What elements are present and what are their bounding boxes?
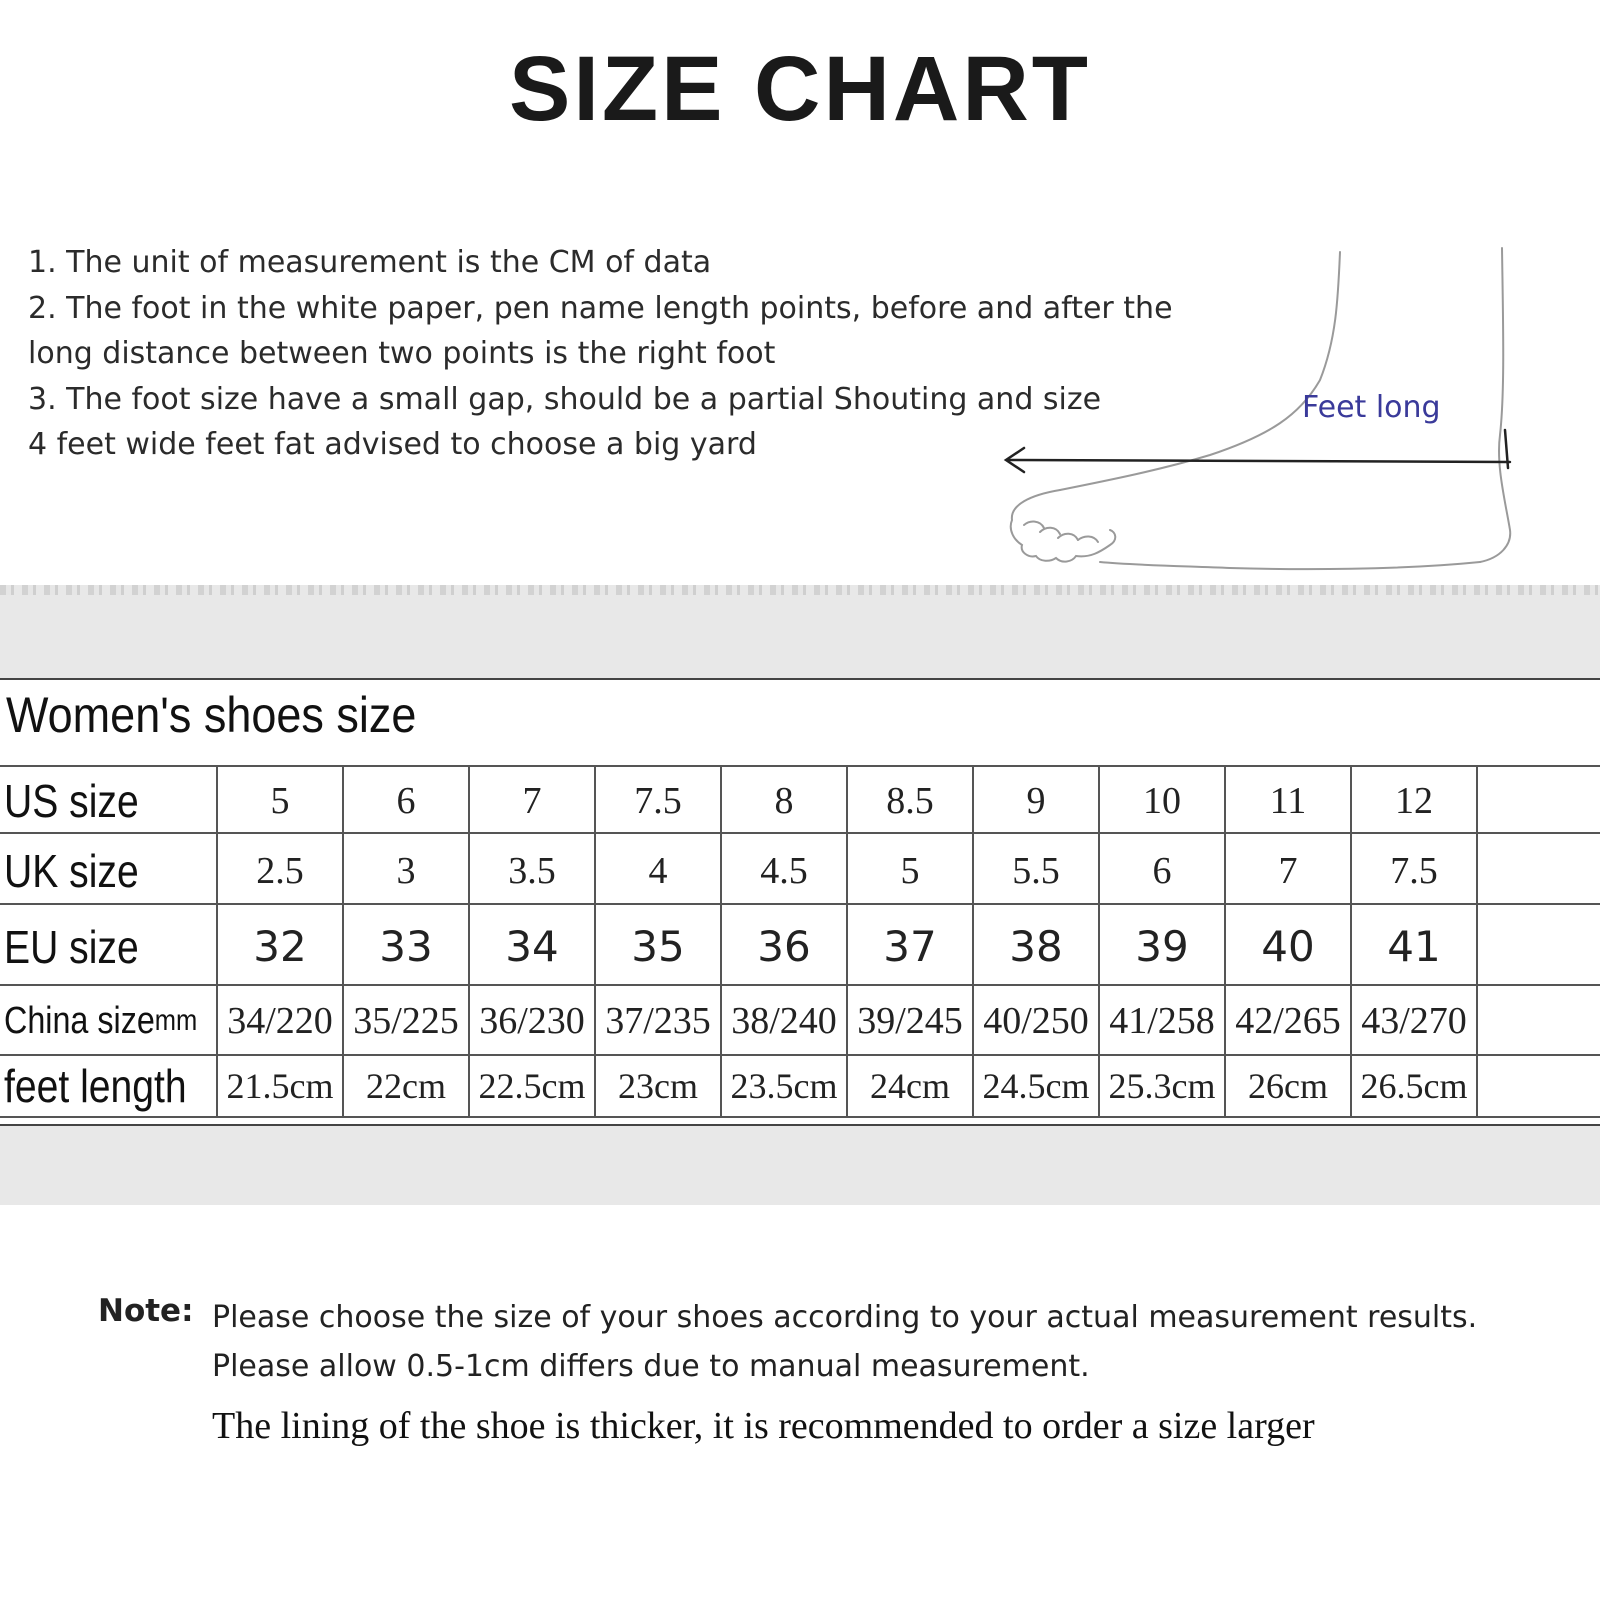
note-text	[212, 1293, 1562, 1391]
instruction-line: 3. The foot size have a small gap, should be a partial Shouting and size	[28, 381, 1102, 417]
measure-arrow-line	[1008, 460, 1510, 462]
instruction-line: 1. The unit of measurement is the CM of data	[28, 245, 712, 280]
row-label-text: UK size	[4, 845, 139, 897]
table-cell: 10	[1098, 767, 1224, 835]
sole-outline	[1100, 562, 1480, 569]
row-label-text: China size	[4, 999, 155, 1042]
row-label	[4, 1056, 187, 1116]
instruction-line: 4 feet wide feet fat advised to choose a big yard	[28, 427, 757, 462]
table-row	[0, 1056, 1600, 1116]
table-end-border	[1476, 1056, 1600, 1116]
table-cell: 7.5	[1350, 835, 1476, 907]
table-cell: 38	[972, 907, 1098, 986]
table-row-divider	[0, 1116, 1600, 1118]
feet-long-label: Feet long	[1302, 390, 1441, 425]
leg-back-outline	[1480, 248, 1510, 562]
row-label-unit: mm	[154, 1004, 198, 1037]
row-label-text: feet length	[4, 1060, 187, 1112]
table-cell: 3.5	[468, 835, 594, 907]
table-title: Women's shoes size	[6, 687, 417, 743]
table-cell: 6	[1098, 835, 1224, 907]
table-row	[0, 767, 1600, 835]
table-cell: 39/245	[846, 986, 972, 1056]
table-cell: 7	[468, 767, 594, 835]
table-cell: 41	[1350, 907, 1476, 986]
foot-measurement-diagram	[1000, 240, 1560, 600]
table-row	[0, 835, 1600, 907]
table-cell: 23.5cm	[720, 1056, 846, 1116]
table-end-border	[1476, 986, 1600, 1056]
table-cell: 37/235	[594, 986, 720, 1056]
table-cell: 42/265	[1224, 986, 1350, 1056]
table-cell: 3	[342, 835, 468, 907]
table-cell: 21.5cm	[216, 1056, 342, 1116]
table-cell: 34	[468, 907, 594, 986]
table-cell: 41/258	[1098, 986, 1224, 1056]
lining-recommendation: The lining of the shoe is thicker, it is recommended to order a size larger	[212, 1405, 1315, 1447]
table-cell: 25.3cm	[1098, 1056, 1224, 1116]
instruction-line: long distance between two points is the right foot	[28, 336, 776, 371]
table-cell: 24.5cm	[972, 1056, 1098, 1116]
texture-strip	[0, 585, 1600, 595]
table-end-border	[1476, 767, 1600, 835]
table-row	[0, 986, 1600, 1056]
table-cell: 26cm	[1224, 1056, 1350, 1116]
table-cell: 32	[216, 907, 342, 986]
leg-front-outline	[1060, 252, 1340, 490]
table-cell: 35	[594, 907, 720, 986]
table-cell: 24cm	[846, 1056, 972, 1116]
table-cell: 36	[720, 907, 846, 986]
table-cell: 33	[342, 907, 468, 986]
row-label	[4, 907, 139, 986]
table-cell: 22.5cm	[468, 1056, 594, 1116]
table-end-border	[1476, 907, 1600, 986]
table-end-border	[1476, 835, 1600, 907]
table-cell: 43/270	[1350, 986, 1476, 1056]
table-cell: 4	[594, 835, 720, 907]
row-label	[4, 767, 139, 835]
table-cell: 39	[1098, 907, 1224, 986]
table-cell: 8	[720, 767, 846, 835]
table-cell: 5	[216, 767, 342, 835]
instruction-line: 2. The foot in the white paper, pen name length points, before and after the	[28, 290, 1173, 326]
table-cell: 22cm	[342, 1056, 468, 1116]
toes-outline	[1011, 490, 1116, 562]
row-label-text: US size	[4, 775, 139, 827]
table-cell: 23cm	[594, 1056, 720, 1116]
note-label: Note:	[98, 1293, 194, 1329]
table-cell: 8.5	[846, 767, 972, 835]
row-label-text: EU size	[4, 920, 139, 973]
table-cell: 12	[1350, 767, 1476, 835]
table-cell: 6	[342, 767, 468, 835]
row-label	[4, 835, 139, 907]
table-cell: 36/230	[468, 986, 594, 1056]
table-cell: 2.5	[216, 835, 342, 907]
table-cell: 11	[1224, 767, 1350, 835]
table-cell: 26.5cm	[1350, 1056, 1476, 1116]
table-cell: 5.5	[972, 835, 1098, 907]
table-cell: 4.5	[720, 835, 846, 907]
table-cell: 7	[1224, 835, 1350, 907]
row-label	[4, 986, 197, 1056]
page-title: SIZE CHART	[509, 38, 1091, 140]
table-cell: 40	[1224, 907, 1350, 986]
table-cell: 7.5	[594, 767, 720, 835]
note-line: Please allow 0.5-1cm differs due to manual measurement.	[212, 1349, 1090, 1384]
table-cell: 35/225	[342, 986, 468, 1056]
table-cell: 9	[972, 767, 1098, 835]
note-line: Please choose the size of your shoes according to your actual measurement results.	[212, 1300, 1478, 1335]
table-cell: 34/220	[216, 986, 342, 1056]
table-cell: 38/240	[720, 986, 846, 1056]
table-row	[0, 907, 1600, 986]
table-cell: 5	[846, 835, 972, 907]
table-cell: 37	[846, 907, 972, 986]
table-cell: 40/250	[972, 986, 1098, 1056]
